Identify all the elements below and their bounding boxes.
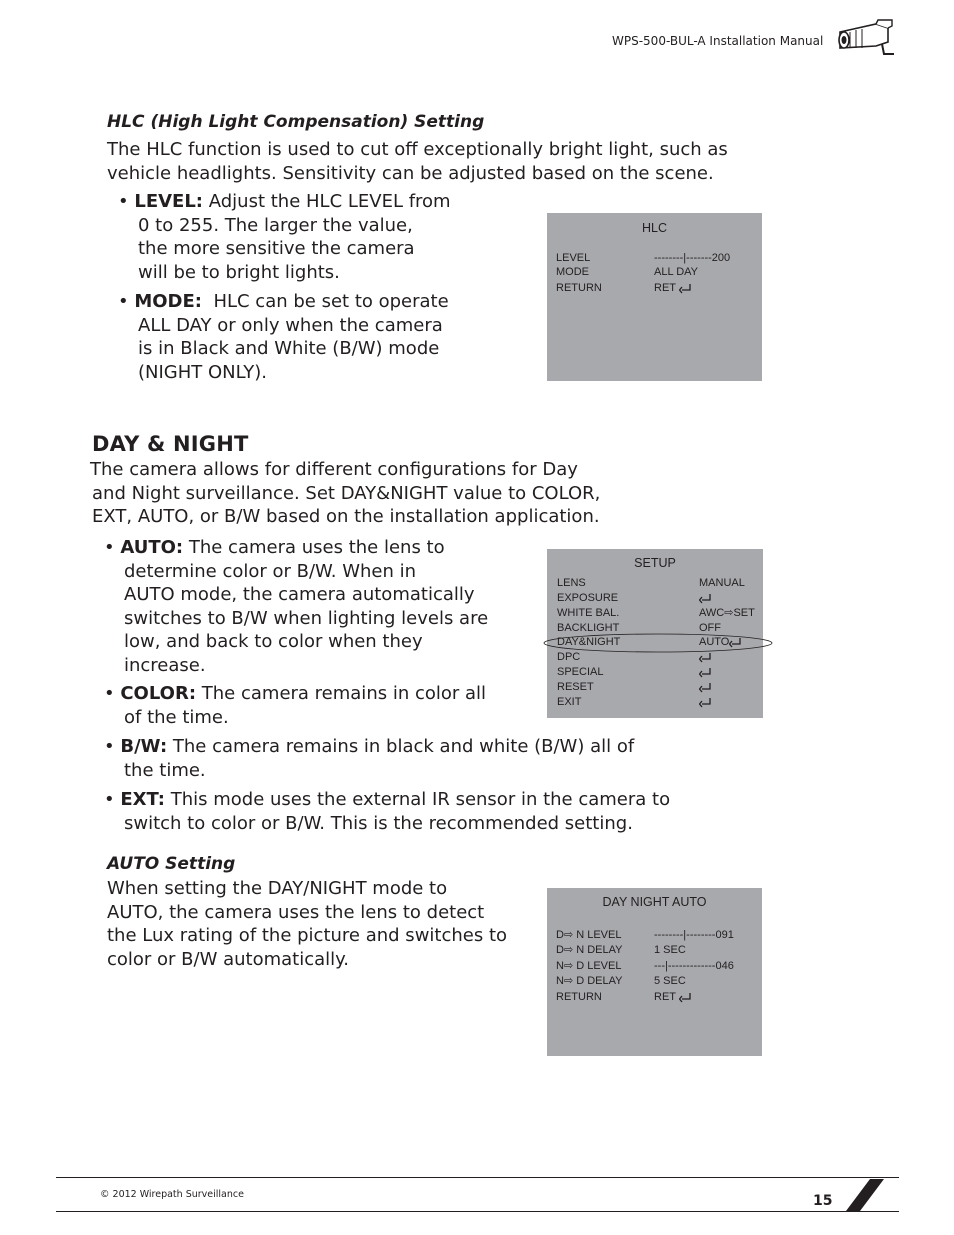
osd-label: D⇨ N LEVEL	[556, 929, 622, 941]
osd-label: LEVEL	[556, 252, 591, 264]
osd-title: SETUP	[634, 556, 676, 570]
osd-label: N⇨ D LEVEL	[556, 960, 622, 972]
page-number: 15	[813, 1193, 833, 1209]
text-line: The camera allows for different configurations for Day	[90, 459, 578, 480]
term: AUTO:	[120, 537, 184, 558]
osd-label: SPECIAL	[557, 666, 604, 678]
osd-label: MODE	[556, 266, 589, 278]
osd-label: RETURN	[556, 282, 602, 294]
return-arrow-icon	[699, 593, 713, 604]
auto-setting-heading: AUTO Setting	[107, 854, 236, 874]
text-line: EXT, AUTO, or B/W based on the installation application.	[92, 506, 600, 527]
hlc-level-item: • LEVEL: Adjust the HLC LEVEL from 0 to 255. The larger the value, the more sensitive the camera will be to bright lights.	[118, 191, 451, 283]
text-line: The HLC function is used to cut off exceptionally bright light, such as	[107, 139, 728, 160]
osd-label: D⇨ N DELAY	[556, 944, 623, 956]
osd-label: EXPOSURE	[557, 592, 619, 604]
osd-value: MANUAL	[699, 577, 745, 589]
osd-label: WHITE BAL.	[557, 607, 620, 619]
term: EXT:	[120, 789, 166, 810]
osd-label: RESET	[557, 681, 594, 693]
text-line: The camera remains in black and white (B/W) all of	[172, 736, 635, 757]
return-arrow-icon	[699, 697, 713, 708]
text-line: of the time.	[124, 706, 229, 728]
osd-value: --------|-------200	[654, 252, 731, 264]
osd-label: EXIT	[557, 696, 582, 708]
text-line: This mode uses the external IR sensor in the camera to	[170, 789, 671, 810]
text-line: 0 to 255. The larger the value,	[138, 214, 413, 236]
term: B/W:	[120, 736, 168, 757]
term: LEVEL:	[134, 191, 204, 212]
text-line: increase.	[124, 654, 206, 676]
hlc-intro	[107, 138, 728, 185]
daynight-heading: DAY & NIGHT	[92, 432, 249, 456]
osd-value: ---|-------------046	[654, 960, 734, 972]
copyright: © 2012 Wirepath Surveillance	[100, 1189, 244, 1200]
text-line: and Night surveillance. Set DAY&NIGHT value to COLOR,	[92, 482, 601, 504]
text-line: the Lux rating of the picture and switches to	[107, 925, 508, 946]
bw-item: • B/W: The camera remains in black and white (B/W) all of the time.	[104, 736, 635, 781]
text-line: is in Black and White (B/W) mode	[138, 338, 440, 359]
text-line: determine color or B/W. When in	[124, 560, 417, 582]
text-line: When setting the DAY/NIGHT mode to	[107, 878, 448, 899]
text-line: AUTO mode, the camera automatically	[124, 584, 475, 605]
footer-rule-top	[56, 1177, 899, 1178]
osd-label: N⇨ D DELAY	[556, 975, 623, 987]
daynight-intro	[90, 458, 600, 529]
ext-item: • EXT: This mode uses the external IR sensor in the camera to switch to color or B/W. This is the recommended setting.	[104, 789, 671, 834]
osd-label: DPC	[557, 651, 581, 663]
osd-value: AWC⇨SET	[699, 607, 755, 619]
auto-setting-text	[107, 877, 507, 971]
osd-title: DAY NIGHT AUTO	[602, 895, 707, 909]
text-line: ALL DAY or only when the camera	[138, 314, 443, 336]
osd-value: RET	[654, 991, 676, 1003]
text-line: switch to color or B/W. This is the recommended setting.	[124, 812, 633, 834]
hlc-heading: HLC (High Light Compensation) Setting	[107, 112, 485, 132]
return-arrow-icon	[679, 283, 693, 294]
text-line: switches to B/W when lighting levels are	[124, 607, 489, 629]
text-line: the time.	[124, 759, 206, 781]
osd-label: RETURN	[556, 991, 602, 1003]
osd-value: RET	[654, 282, 676, 294]
footer-rule-bottom	[56, 1211, 899, 1212]
hlc-osd-screen	[547, 213, 762, 381]
text-line: (NIGHT ONLY).	[138, 361, 268, 383]
text-line: AUTO, the camera uses the lens to detect	[107, 901, 485, 923]
auto-item: • AUTO: The camera uses the lens to determine color or B/W. When in AUTO mode, the camera automatically switches to B/W when lighting levels are low, and back to color when they increase.	[104, 537, 489, 676]
text-line: color or B/W automatically.	[107, 948, 349, 970]
term: MODE:	[134, 291, 202, 312]
text-line: low, and back to color when they	[124, 631, 423, 652]
bullet-camera-icon	[836, 18, 896, 58]
term: COLOR:	[120, 683, 197, 704]
text-line: the more sensitive the camera	[138, 238, 415, 259]
text-line: The camera remains in color all	[201, 683, 487, 704]
osd-label: BACKLIGHT	[557, 622, 620, 634]
page-tab-decoration	[838, 1178, 886, 1212]
osd-value: 1 SEC	[654, 944, 686, 956]
osd-value-ret	[654, 990, 693, 1005]
osd-value: --------|--------091	[654, 929, 734, 941]
osd-label: LENS	[557, 577, 586, 589]
osd-value: OFF	[699, 622, 721, 634]
text-line: vehicle headlights. Sensitivity can be adjusted based on the scene.	[107, 162, 714, 184]
osd-label: DAY&NIGHT	[557, 636, 621, 648]
return-arrow-icon	[699, 682, 713, 693]
text-line: HLC can be set to operate	[213, 291, 449, 312]
osd-value: AUTO	[699, 636, 730, 648]
return-arrow-icon	[679, 992, 693, 1003]
osd-value-ret	[654, 281, 693, 296]
highlight-ellipse	[542, 632, 774, 654]
daynight-auto-osd-screen	[547, 888, 762, 1056]
color-item: • COLOR: The camera remains in color all of the time.	[104, 683, 487, 728]
hlc-mode-item: • MODE: HLC can be set to operate ALL DAY or only when the camera is in Black and White (B/W) mode (NIGHT ONLY).	[118, 291, 449, 383]
manual-title: WPS-500-BUL-A Installation Manual	[612, 34, 824, 48]
text-line: The camera uses the lens to	[188, 537, 445, 558]
text-line: will be to bright lights.	[138, 261, 340, 283]
osd-title: HLC	[641, 221, 667, 235]
text-line: Adjust the HLC LEVEL from	[208, 191, 451, 212]
osd-value: 5 SEC	[654, 975, 686, 987]
return-arrow-icon	[699, 667, 713, 678]
osd-value: ALL DAY	[654, 266, 699, 278]
